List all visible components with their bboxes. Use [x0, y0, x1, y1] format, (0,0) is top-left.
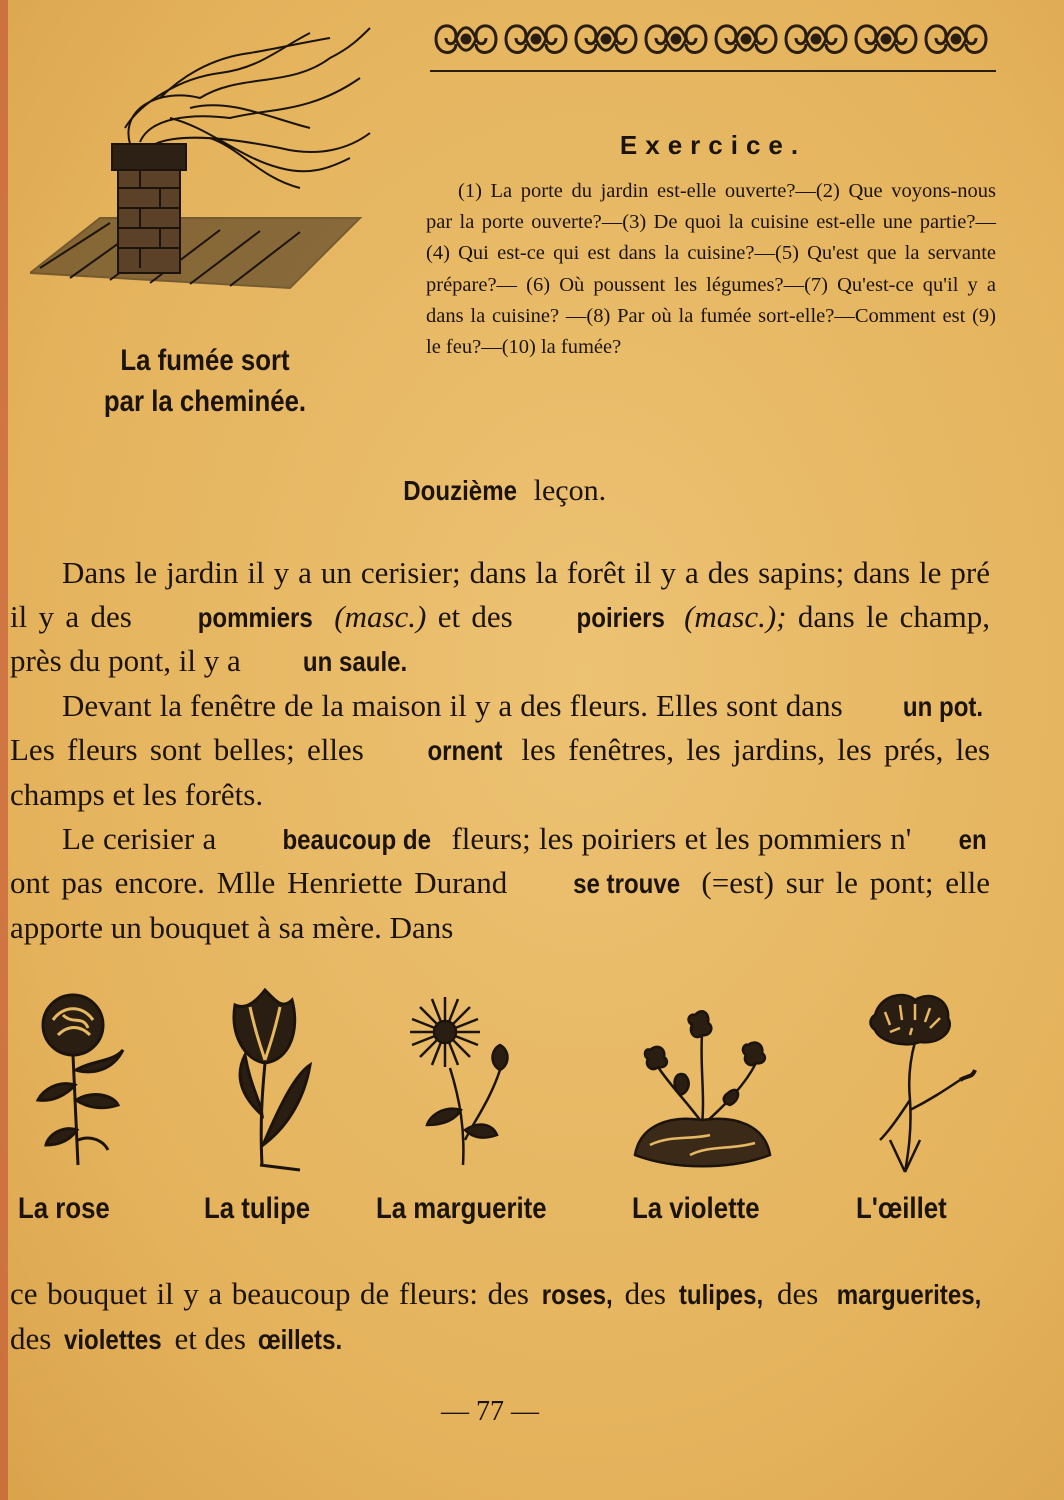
ornamental-border-icon: [430, 14, 996, 64]
p4-bold-5: œillets.: [257, 1323, 342, 1355]
p4-bold-4: violettes: [64, 1323, 162, 1355]
p3-bold-3: se trouve: [573, 868, 681, 900]
p2-text-3: les fenêtres, les jardins, les prés, les champs et les forêts.: [10, 732, 991, 812]
flower-caption-violet: La violette: [632, 1192, 760, 1225]
p1-bold-1: pommiers: [197, 601, 313, 633]
flower-caption-tulip: La tulipe: [204, 1192, 311, 1225]
lesson-title-rest: leçon.: [533, 474, 607, 507]
p2-bold-2: ornent: [427, 735, 503, 767]
p1-text-1: Dans le jardin il y a un cerisier; dans la forêt il y a des sapins; dans le pré il y a des: [10, 555, 990, 634]
p4-bold-2: tulipes,: [679, 1279, 764, 1310]
flower-caption-daisy: La marguerite: [376, 1192, 547, 1225]
smoking-chimney-icon: [30, 18, 375, 308]
p4-bold-1: roses,: [541, 1279, 613, 1310]
paragraph-4: [10, 1272, 990, 1361]
p1-italic-1: (masc.): [334, 598, 427, 634]
p2-text-1: Devant la fenêtre de la maison il y a des fleurs. Elles sont dans: [62, 687, 843, 723]
lesson-title-bold: Douzième: [403, 475, 517, 506]
p3-bold-2: en: [958, 823, 988, 855]
tulip-icon: [210, 985, 320, 1175]
paragraph-1: [10, 551, 990, 684]
flower-caption-rose: La rose: [18, 1192, 110, 1225]
p4-bold-3: marguerites,: [836, 1279, 982, 1310]
carnation-icon: [860, 990, 980, 1175]
paragraph-2: [10, 684, 990, 817]
flower-caption-carnation: L'œillet: [856, 1192, 947, 1225]
chimney-caption-line1: La fumée sort: [120, 344, 290, 377]
p1-text-3: dans le champ, près du pont, il y a: [10, 598, 991, 679]
p4-text-4: et des: [174, 1320, 246, 1356]
p1-bold-2: poiriers: [576, 601, 665, 633]
p4-text-2: des: [624, 1276, 666, 1311]
p3-text-3: ont pas encore. Mlle Henriette Durand: [10, 865, 508, 901]
border-rule: [430, 70, 996, 72]
lesson-title: [0, 474, 1000, 508]
p3-text-4: (=est) sur le pont; elle apporte un bouquet à sa mère. Dans: [10, 865, 991, 945]
p3-bold-1: beaucoup de: [281, 823, 431, 855]
lesson-text-continued: [10, 1272, 990, 1361]
page-number: — 77 —: [441, 1396, 539, 1427]
p4-text-1: ce bouquet il y a beaucoup de fleurs: des: [10, 1276, 529, 1311]
p1-italic-2: (masc.);: [684, 598, 787, 634]
p4-text-2b: des: [777, 1276, 819, 1311]
p2-text-2: Les fleurs sont belles; elles: [10, 732, 364, 768]
rose-icon: [18, 990, 133, 1170]
lesson-text: [10, 551, 990, 949]
paragraph-3: [10, 817, 990, 950]
chimney-caption: [72, 340, 339, 422]
p1-text-2: et des: [437, 598, 513, 634]
exercise-questions: (1) La porte du jardin est-elle ouverte?—(2) Que voyons-nous par la porte ouverte?—(3) De quoi la cuisine est-elle une partie?— (4) Qui est-ce qui est dans la cuisine?—(5) Qu'est que la servante prépare?— (6) Où poussent les légumes?—(7) Qu'est-ce qu'il y a dans la cuisine? —(8) Par où la fumée sort-elle?—Comment est (9) le feu?—(10) la fumée?: [426, 180, 996, 359]
p3-text-2: fleurs; les poiriers et les pommiers n': [451, 820, 912, 856]
chimney-caption-line2: par la cheminée.: [103, 385, 307, 418]
p3-text-1: Le cerisier a: [62, 820, 217, 856]
p1-bold-3: un saule.: [302, 646, 407, 678]
exercise-title: Exercice.: [619, 130, 807, 160]
daisy-icon: [405, 990, 525, 1170]
violet-icon: [630, 1005, 775, 1175]
p4-text-3: des: [10, 1320, 52, 1356]
binding-edge: [0, 0, 8, 1500]
p2-bold-1: un pot.: [902, 690, 983, 722]
